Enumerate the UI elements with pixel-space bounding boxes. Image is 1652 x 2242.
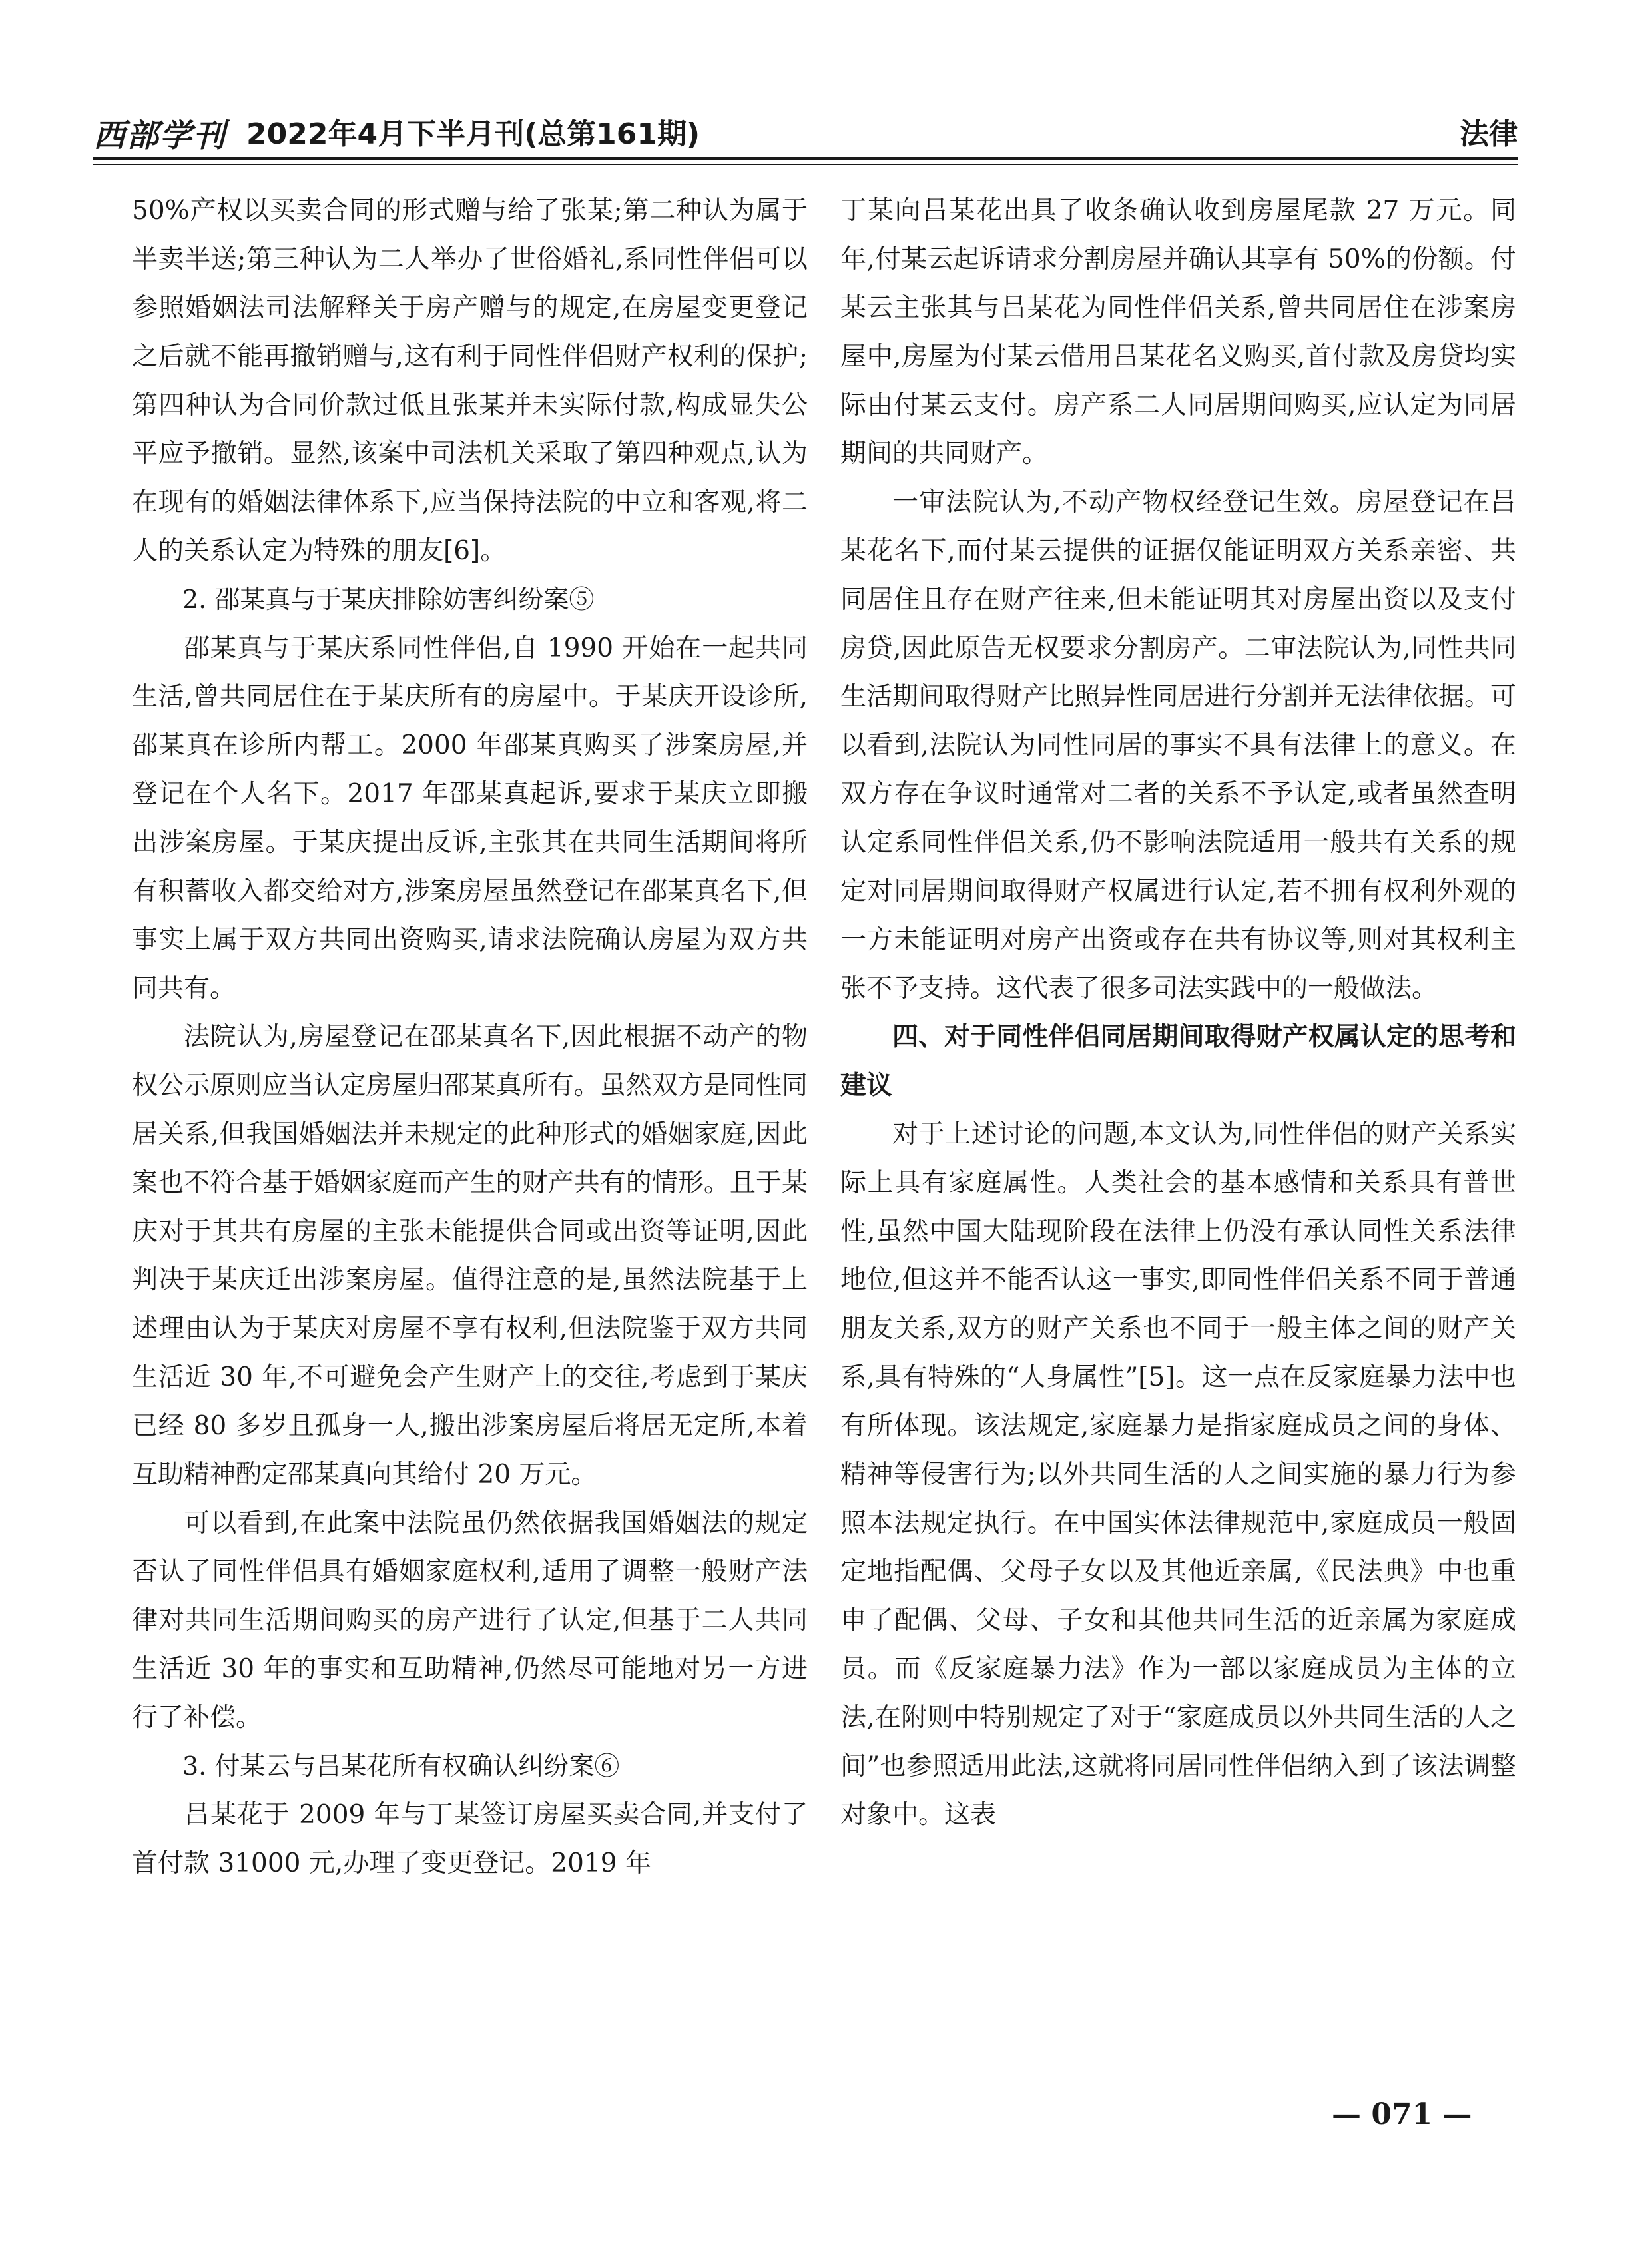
paragraph: 法院认为,房屋登记在邵某真名下,因此根据不动产的物权公示原则应当认定房屋归邵某真所有。虽然双方是同性同居关系,但我国婚姻法并未规定的此种形式的婚姻家庭,因此案也不符合基于婚姻家庭而产生的财产共有的情形。且于某庆对于其共有房屋的主张未能提供合同或出资等证明,因此判决于某庆迁出涉案房屋。值得注意的是,虽然法院基于上述理由认为于某庆对房屋不享有权利,但法院鉴于双方共同生活近 30 年,不可避免会产生财产上的交往,考虑到于某庆已经 80 多岁且孤身一人,搬出涉案房屋后将居无定所,本着互助精神酌定邵某真向其给付 20 万元。 [132, 1022, 808, 1490]
journal-logo: 西部学刊 [93, 117, 227, 154]
header-rule-thin [93, 164, 1518, 165]
paragraph: 可以看到,在此案中法院虽仍然依据我国婚姻法的规定否认了同性伴侣具有婚姻家庭权利,适用了调整一般财产法律对共同生活期间购买的房产进行了认定,但基于二人共同生活近 30 年的事实和互助精神,仍然尽可能地对另一方进行了补偿。 [132, 1508, 808, 1733]
header-rule [93, 157, 1518, 160]
section-heading: 四、对于同性伴侣同居期间取得财产权属认定的思考和建议 [840, 1022, 1516, 1101]
case-heading: 2. 邵某真与于某庆排除妨害纠纷案⑤ [182, 585, 595, 614]
running-header [93, 110, 1518, 163]
issue-info: 2022年4月下半月刊(总第161期) [246, 117, 700, 151]
left-column [132, 186, 808, 1888]
paragraph: 一审法院认为,不动产物权经登记生效。房屋登记在吕某花名下,而付某云提供的证据仅能证明双方关系亲密、共同居住且存在财产往来,但未能证明其对房屋出资以及支付房贷,因此原告无权要求分割房产。二审法院认为,同性共同生活期间取得财产比照异性同居进行分割并无法律依据。可以看到,法院认为同性同居的事实不具有法律上的意义。在双方存在争议时通常对二者的关系不予认定,或者虽然查明认定系同性伴侣关系,仍不影响法院适用一般共有关系的规定对同居期间取得财产权属进行认定,若不拥有权利外观的一方未能证明对房产出资或存在共有协议等,则对其权利主张不予支持。这代表了很多司法实践中的一般做法。 [840, 487, 1516, 1003]
right-column [840, 186, 1516, 1839]
paragraph: 吕某花于 2009 年与丁某签订房屋买卖合同,并支付了首付款 31000 元,办理了变更登记。2019 年 [132, 1800, 808, 1878]
paragraph: 邵某真与于某庆系同性伴侣,自 1990 开始在一起共同生活,曾共同居住在于某庆所有的房屋中。于某庆开设诊所,邵某真在诊所内帮工。2000 年邵某真购买了涉案房屋,并登记在个人名下。2017 年邵某真起诉,要求于某庆立即搬出涉案房屋。于某庆提出反诉,主张其在共同生活期间将所有积蓄收入都交给对方,涉案房屋虽然登记在邵某真名下,但事实上属于双方共同出资购买,请求法院确认房屋为双方共同共有。 [132, 633, 808, 1003]
case-heading: 3. 付某云与吕某花所有权确认纠纷案⑥ [182, 1751, 620, 1781]
page-number: — 071 — [1332, 2098, 1472, 2131]
section-label: 法律 [1460, 117, 1518, 151]
paragraph: 对于上述讨论的问题,本文认为,同性伴侣的财产关系实际上具有家庭属性。人类社会的基本感情和关系具有普世性,虽然中国大陆现阶段在法律上仍没有承认同性关系法律地位,但这并不能否认这一事实,即同性伴侣关系不同于普通朋友关系,双方的财产关系也不同于一般主体之间的财产关系,具有特殊的“人身属性”[5]。这一点在反家庭暴力法中也有所体现。该法规定,家庭暴力是指家庭成员之间的身体、精神等侵害行为;以外共同生活的人之间实施的暴力行为参照本法规定执行。在中国实体法律规范中,家庭成员一般固定地指配偶、父母子女以及其他近亲属,《民法典》中也重申了配偶、父母、子女和其他共同生活的近亲属为家庭成员。而《反家庭暴力法》作为一部以家庭成员为主体的立法,在附则中特别规定了对于“家庭成员以外共同生活的人之间”也参照适用此法,这就将同居同性伴侣纳入到了该法调整对象中。这表 [840, 1119, 1516, 1830]
paragraph: 50%产权以买卖合同的形式赠与给了张某;第二种认为属于半卖半送;第三种认为二人举办了世俗婚礼,系同性伴侣可以参照婚姻法司法解释关于房产赠与的规定,在房屋变更登记之后就不能再撤销赠与,这有利于同性伴侣财产权利的保护;第四种认为合同价款过低且张某并未实际付款,构成显失公平应予撤销。显然,该案中司法机关采取了第四种观点,认为在现有的婚姻法律体系下,应当保持法院的中立和客观,将二人的关系认定为特殊的朋友[6]。 [132, 196, 808, 566]
paragraph: 丁某向吕某花出具了收条确认收到房屋尾款 27 万元。同年,付某云起诉请求分割房屋并确认其享有 50%的份额。付某云主张其与吕某花为同性伴侣关系,曾共同居住在涉案房屋中,房屋为付某云借用吕某花名义购买,首付款及房贷均实际由付某云支付。房产系二人同居期间购买,应认定为同居期间的共同财产。 [840, 196, 1516, 469]
